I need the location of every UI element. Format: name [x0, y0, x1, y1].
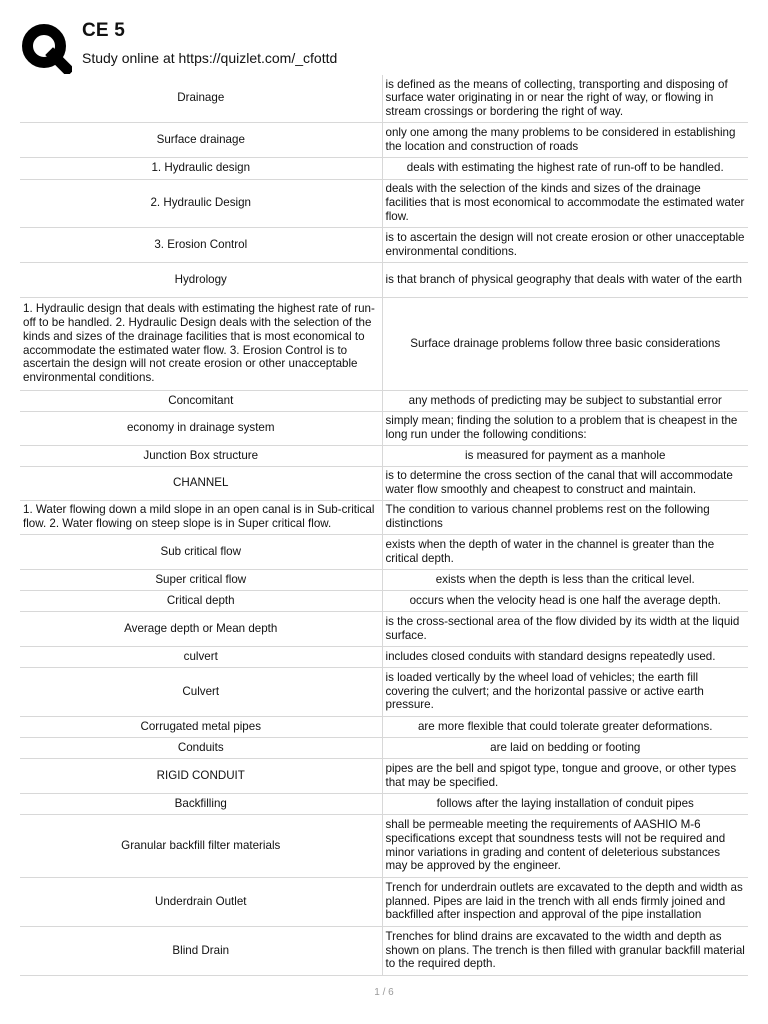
- table-row: [20, 716, 748, 737]
- term-cell: 1. Hydraulic design: [20, 157, 382, 179]
- table-row: [20, 75, 748, 122]
- table-row: [20, 758, 748, 793]
- definition-cell: exists when the depth is less than the critical level.: [382, 569, 748, 590]
- table-row: [20, 122, 748, 157]
- table-row: [20, 793, 748, 814]
- table-row: [20, 534, 748, 569]
- definition-cell: The condition to various channel problems rest on the following distinctions: [382, 500, 748, 534]
- definition-cell: is to ascertain the design will not create erosion or other unacceptable environmental conditions.: [382, 227, 748, 262]
- definition-cell: includes closed conduits with standard designs repeatedly used.: [382, 646, 748, 667]
- study-online-link[interactable]: Study online at https://quizlet.com/_cfottd: [82, 50, 338, 66]
- table-row: [20, 611, 748, 646]
- term-cell: Concomitant: [20, 390, 382, 411]
- header: [0, 0, 768, 74]
- term-cell: Sub critical flow: [20, 534, 382, 569]
- page-number: 1 / 6: [374, 987, 394, 998]
- term-cell: Backfilling: [20, 793, 382, 814]
- definition-cell: deals with estimating the highest rate of run-off to be handled.: [382, 157, 748, 179]
- flashcard-table: [20, 75, 748, 976]
- term-cell: CHANNEL: [20, 466, 382, 500]
- term-cell: Critical depth: [20, 590, 382, 611]
- table-row: [20, 297, 748, 390]
- term-cell: Corrugated metal pipes: [20, 716, 382, 737]
- definition-cell: simply mean; finding the solution to a problem that is cheapest in the long run under the following conditions:: [382, 411, 748, 445]
- definition-cell: deals with the selection of the kinds and sizes of the drainage facilities that is most economical to accommodate the estimated water flow.: [382, 179, 748, 227]
- definition-cell: follows after the laying installation of conduit pipes: [382, 793, 748, 814]
- definition-cell: is loaded vertically by the wheel load of vehicles; the earth fill covering the culvert; and the horizontal passive or active earth pressure.: [382, 667, 748, 716]
- definition-cell: is measured for payment as a manhole: [382, 445, 748, 466]
- term-cell: Blind Drain: [20, 926, 382, 975]
- table-row: [20, 445, 748, 466]
- term-cell: RIGID CONDUIT: [20, 758, 382, 793]
- table-row: [20, 814, 748, 877]
- term-cell: Culvert: [20, 667, 382, 716]
- definition-cell: is that branch of physical geography that deals with water of the earth: [382, 262, 748, 297]
- table-row: [20, 926, 748, 975]
- term-cell: Super critical flow: [20, 569, 382, 590]
- table-row: [20, 390, 748, 411]
- definition-cell: pipes are the bell and spigot type, tongue and groove, or other types that may be specified.: [382, 758, 748, 793]
- term-cell: Average depth or Mean depth: [20, 611, 382, 646]
- term-cell: 1. Water flowing down a mild slope in an open canal is in Sub-critical flow. 2. Water flowing on steep slope is in Super critical flow.: [20, 500, 382, 534]
- definition-cell: Trench for underdrain outlets are excavated to the depth and width as planned. Pipes are laid in the trench with all ends firmly joined and backfilled after inspection and approval of the pipe installation: [382, 877, 748, 926]
- table-row: [20, 667, 748, 716]
- definition-cell: exists when the depth of water in the channel is greater than the critical depth.: [382, 534, 748, 569]
- term-cell: Conduits: [20, 737, 382, 758]
- table-row: [20, 157, 748, 179]
- definition-cell: is the cross-sectional area of the flow divided by its width at the liquid surface.: [382, 611, 748, 646]
- table-row: [20, 466, 748, 500]
- term-cell: Underdrain Outlet: [20, 877, 382, 926]
- table-row: [20, 737, 748, 758]
- table-row: [20, 179, 748, 227]
- term-cell: Surface drainage: [20, 122, 382, 157]
- term-cell: 3. Erosion Control: [20, 227, 382, 262]
- definition-cell: Trenches for blind drains are excavated to the width and depth as shown on plans. The trench is then filled with granular backfill material to the required depth.: [382, 926, 748, 975]
- table-row: [20, 262, 748, 297]
- table-row: [20, 646, 748, 667]
- term-cell: Junction Box structure: [20, 445, 382, 466]
- table-row: [20, 500, 748, 534]
- definition-cell: is defined as the means of collecting, transporting and disposing of surface water originating in or near the right of way, or flowing in stream crossings or bordering the right of way.: [382, 75, 748, 122]
- definition-cell: only one among the many problems to be considered in establishing the location and construction of roads: [382, 122, 748, 157]
- term-cell: culvert: [20, 646, 382, 667]
- term-cell: 1. Hydraulic design that deals with estimating the highest rate of run-off to be handled. 2. Hydraulic Design deals with the selection of the kinds and sizes of the drainage facilities that is most economical to accommodate the estimated water flow. 3. Erosion Control is to ascertain the design will not create erosion or other unacceptable environmental conditions.: [20, 297, 382, 390]
- quizlet-logo-icon: [20, 22, 72, 74]
- term-cell: Drainage: [20, 75, 382, 122]
- definition-cell: are laid on bedding or footing: [382, 737, 748, 758]
- term-cell: Hydrology: [20, 262, 382, 297]
- term-cell: 2. Hydraulic Design: [20, 179, 382, 227]
- definition-cell: Surface drainage problems follow three basic considerations: [382, 297, 748, 390]
- table-row: [20, 227, 748, 262]
- term-cell: economy in drainage system: [20, 411, 382, 445]
- definition-cell: occurs when the velocity head is one half the average depth.: [382, 590, 748, 611]
- table-row: [20, 569, 748, 590]
- table-row: [20, 877, 748, 926]
- definition-cell: shall be permeable meeting the requirements of AASHIO M-6 specifications except that soundness tests will not be required and minor variations in grading and content of deleterious substances may be approved by the engineer.: [382, 814, 748, 877]
- definition-cell: is to determine the cross section of the canal that will accommodate water flow smoothly and cheapest to construct and maintain.: [382, 466, 748, 500]
- page-title: CE 5: [82, 20, 126, 41]
- definition-cell: are more flexible that could tolerate greater deformations.: [382, 716, 748, 737]
- definition-cell: any methods of predicting may be subject to substantial error: [382, 390, 748, 411]
- term-cell: Granular backfill filter materials: [20, 814, 382, 877]
- table-row: [20, 590, 748, 611]
- table-row: [20, 411, 748, 445]
